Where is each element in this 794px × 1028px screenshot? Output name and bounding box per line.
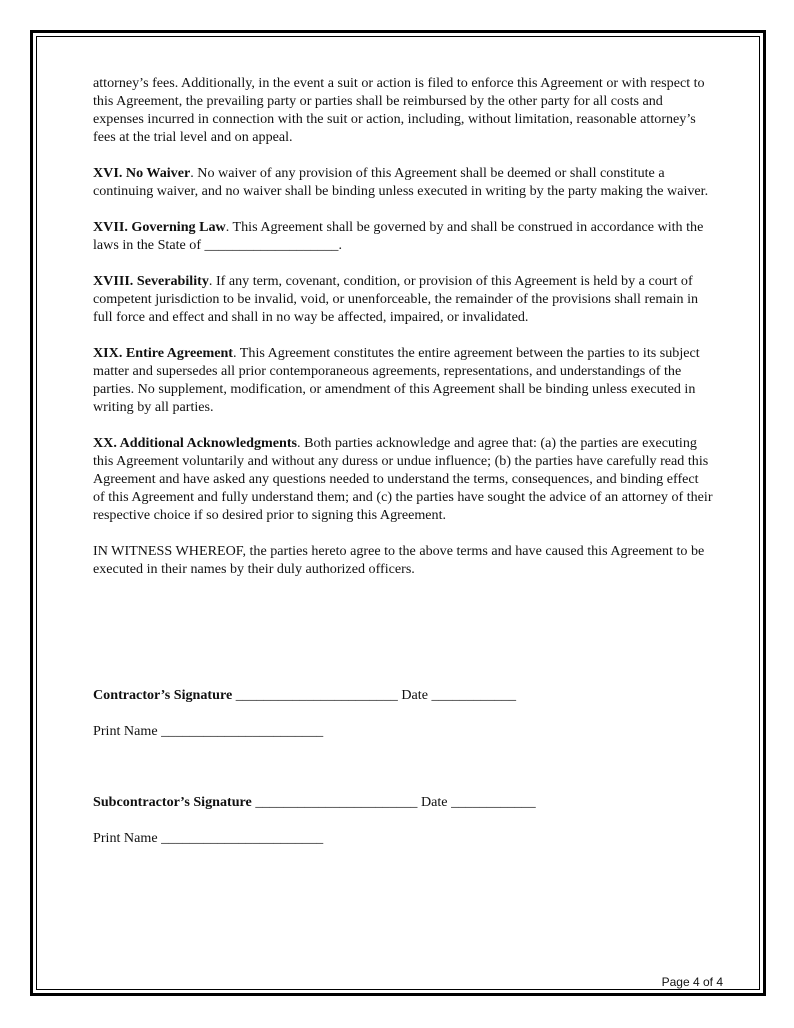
section-entire-agreement: [93, 344, 713, 416]
contractor-signature-line: [93, 686, 516, 704]
contractor-signature-field[interactable]: _______________________: [232, 687, 402, 703]
paragraph-text: IN WITNESS WHEREOF, the parties hereto agree to the above terms and have caused this Agreement to be executed in their names by their duly authorized officers.: [93, 543, 705, 577]
section-text: . If any term, covenant, condition, or provision of this Agreement is held by a court of competent jurisdiction to be invalid, void, or unenforceable, the remainder of the provisions shall remain in full force and effect and shall in no way be affected, impaired, or invalidated.: [93, 273, 699, 325]
section-text: . No waiver of any provision of this Agreement shall be deemed or shall constitute a continuing waiver, and no waiver shall be binding unless executed in writing by the party making the waiver.: [93, 165, 709, 199]
section-no-waiver: [93, 164, 713, 200]
paragraph-attorney-fees: [93, 74, 713, 146]
contractor-signature-label: Contractor’s Signature: [93, 687, 233, 703]
subcontractor-print-name-line: [93, 829, 323, 847]
page-number: Page 4 of 4: [661, 975, 723, 989]
subcontractor-signature-label: Subcontractor’s Signature: [93, 794, 252, 810]
contractor-date-field[interactable]: ____________: [427, 687, 517, 703]
agreement-body: [93, 74, 713, 596]
section-heading: XVI. No Waiver: [93, 165, 191, 181]
subcontractor-print-name-label: Print Name: [93, 830, 158, 846]
subcontractor-print-name-field[interactable]: _______________________: [157, 830, 324, 846]
section-text: . Both parties acknowledge and agree that: (a) the parties are executing this Agreement voluntarily and without any duress or undue influence; (b) the parties have carefully read this Agreement and have asked any questions needed to understand the terms, consequences, and binding effect of this Agreement and fully understand them; and (c) the parties have sought the advice of an attorney of their respective choice if so desired prior to signing this Agreement.: [93, 435, 713, 523]
section-heading: XVII. Governing Law: [93, 219, 226, 235]
subcontractor-signature-line: [93, 793, 536, 811]
section-governing-law: [93, 218, 713, 254]
contractor-print-name-field[interactable]: _______________________: [157, 723, 324, 739]
subcontractor-date-label: Date: [420, 794, 448, 810]
contractor-print-name-line: [93, 722, 323, 740]
section-text: . This Agreement shall be governed by and shall be construed in accordance with the laws in the State of ___________________.: [93, 219, 704, 253]
subcontractor-date-field[interactable]: ____________: [447, 794, 536, 810]
paragraph-in-witness: [93, 542, 713, 578]
section-additional-acknowledgments: [93, 434, 713, 524]
section-heading: XIX. Entire Agreement: [93, 345, 234, 361]
section-heading: XVIII. Severability: [93, 273, 209, 289]
contractor-print-name-label: Print Name: [93, 723, 158, 739]
section-text: . This Agreement constitutes the entire agreement between the parties to its subject matter and supersedes all prior contemporaneous agreements, representations, and understandings of the parties. No supplement, modification, or amendment of this Agreement shall be binding unless executed in writing by all parties.: [93, 345, 700, 415]
contractor-date-label: Date: [401, 687, 428, 703]
section-heading: XX. Additional Acknowledgments: [93, 435, 298, 451]
subcontractor-signature-field[interactable]: _______________________: [251, 794, 421, 810]
paragraph-text: attorney’s fees. Additionally, in the event a suit or action is filed to enforce this Agreement or with respect to this Agreement, the prevailing party or parties shall be reimbursed by the other party for all costs and expenses incurred in connection with the suit or action, including, without limitation, reasonable attorney’s fees at the trial level and on appeal.: [93, 75, 705, 145]
section-severability: [93, 272, 713, 326]
